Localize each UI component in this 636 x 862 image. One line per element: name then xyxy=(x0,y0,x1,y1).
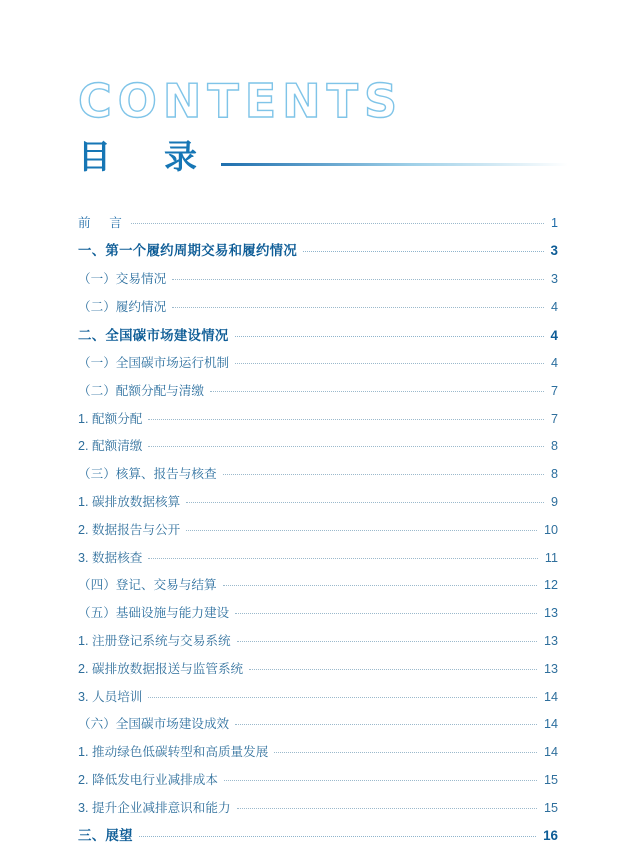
toc-leader-dots xyxy=(237,641,537,642)
toc-entry[interactable] xyxy=(78,237,558,266)
toc-leader-dots xyxy=(235,724,537,725)
toc-entry-page: 13 xyxy=(543,606,558,621)
toc-leader-dots xyxy=(249,669,537,670)
toc-leader-dots xyxy=(131,223,544,224)
toc-entry-page: 3 xyxy=(550,243,558,259)
toc-entry[interactable] xyxy=(78,377,558,405)
toc-entry-page: 4 xyxy=(550,356,558,371)
toc-entry-label: 前 言 xyxy=(78,215,125,230)
toc-leader-dots xyxy=(223,585,537,586)
toc-entry-label: 2. 配额清缴 xyxy=(78,439,143,454)
toc-entry-page: 4 xyxy=(550,327,558,343)
toc-entry[interactable] xyxy=(78,822,558,851)
toc-entry[interactable] xyxy=(78,794,558,822)
toc-leader-dots xyxy=(223,474,544,475)
toc-entry-page: 11 xyxy=(544,550,558,565)
toc-entry-label: 2. 降低发电行业减排成本 xyxy=(78,772,218,787)
toc-leader-dots xyxy=(237,808,537,809)
toc-leader-dots xyxy=(172,279,544,280)
toc-entry-page: 3 xyxy=(550,271,558,286)
toc-entry-label: 1. 配额分配 xyxy=(78,411,143,426)
page-title-row xyxy=(78,137,636,176)
toc-leader-dots xyxy=(210,391,544,392)
toc-leader-dots xyxy=(235,363,544,364)
toc-entry[interactable] xyxy=(78,572,558,600)
toc-entry-label: 3. 提升企业减排意识和能力 xyxy=(78,800,231,815)
toc-leader-dots xyxy=(186,502,544,503)
toc-leader-dots xyxy=(172,307,544,308)
toc-entry-label: 三、展望 xyxy=(78,828,133,844)
toc-entry-label: 1. 注册登记系统与交易系统 xyxy=(78,633,231,648)
page-title-english: CONTENTS xyxy=(78,74,404,128)
toc-entry-label: 2. 数据报告与公开 xyxy=(78,522,181,537)
toc-entry-page: 9 xyxy=(550,495,558,510)
toc-entry-page: 16 xyxy=(543,828,558,844)
toc-entry[interactable] xyxy=(78,265,558,293)
toc-entry-label: 3. 人员培训 xyxy=(78,689,143,704)
toc-entry-label: 1. 推动绿色低碳转型和高质量发展 xyxy=(78,745,269,760)
toc-entry-label: （二）履约情况 xyxy=(78,299,167,314)
toc-entry-label: 3. 数据核查 xyxy=(78,550,143,565)
title-divider xyxy=(221,163,568,166)
toc-entry-page: 8 xyxy=(550,439,558,454)
toc-entry[interactable] xyxy=(78,209,558,237)
toc-entry-page: 7 xyxy=(550,411,558,426)
toc-entry[interactable] xyxy=(78,627,558,655)
toc-leader-dots xyxy=(235,613,537,614)
toc-entry[interactable] xyxy=(78,516,558,544)
toc-entry[interactable] xyxy=(78,433,558,461)
toc-leader-dots xyxy=(139,836,536,837)
toc-entry-page: 10 xyxy=(543,522,558,537)
toc-entry-label: （一）交易情况 xyxy=(78,271,167,286)
toc-entry[interactable] xyxy=(78,488,558,516)
toc-entry-page: 14 xyxy=(543,689,558,704)
toc-entry[interactable] xyxy=(78,738,558,766)
toc-entry-page: 13 xyxy=(543,633,558,648)
toc-entry-label: （二）配额分配与清缴 xyxy=(78,383,204,398)
toc-entry-label: 1. 碳排放数据核算 xyxy=(78,495,181,510)
toc-entry[interactable] xyxy=(78,321,558,350)
toc-entry[interactable] xyxy=(78,350,558,378)
toc-entry-page: 15 xyxy=(543,800,558,815)
toc-leader-dots xyxy=(235,336,544,337)
toc-leader-dots xyxy=(148,446,544,447)
toc-entry[interactable] xyxy=(78,405,558,433)
toc-entry[interactable] xyxy=(78,711,558,739)
toc-leader-dots xyxy=(186,530,537,531)
page-title: 目 录 xyxy=(78,137,207,176)
toc-entry-label: （一）全国碳市场运行机制 xyxy=(78,356,230,371)
toc-entry-label: （四）登记、交易与结算 xyxy=(78,578,217,593)
toc-entry-label: （六）全国碳市场建设成效 xyxy=(78,717,230,732)
toc-entry-page: 1 xyxy=(550,215,558,230)
toc-entry-page: 14 xyxy=(543,745,558,760)
toc-leader-dots xyxy=(274,752,537,753)
toc-leader-dots xyxy=(148,697,537,698)
page-header xyxy=(0,0,636,176)
toc-entry[interactable] xyxy=(78,600,558,628)
toc-entry-label: 二、全国碳市场建设情况 xyxy=(78,327,229,343)
toc-entry[interactable] xyxy=(78,683,558,711)
toc-entry[interactable] xyxy=(78,655,558,683)
toc-leader-dots xyxy=(224,780,537,781)
table-of-contents xyxy=(78,209,558,850)
toc-entry-page: 4 xyxy=(550,299,558,314)
toc-entry[interactable] xyxy=(78,766,558,794)
toc-entry[interactable] xyxy=(78,544,558,572)
toc-entry-label: （五）基础设施与能力建设 xyxy=(78,606,230,621)
toc-entry-label: 一、第一个履约周期交易和履约情况 xyxy=(78,243,298,259)
toc-leader-dots xyxy=(148,558,538,559)
toc-entry[interactable] xyxy=(78,293,558,321)
toc-entry-page: 15 xyxy=(543,772,558,787)
toc-entry[interactable] xyxy=(78,461,558,489)
toc-entry-page: 13 xyxy=(543,661,558,676)
toc-entry-page: 8 xyxy=(550,467,558,482)
toc-leader-dots xyxy=(148,419,544,420)
toc-entry-page: 14 xyxy=(543,717,558,732)
toc-entry-label: （三）核算、报告与核查 xyxy=(78,467,217,482)
toc-entry-page: 7 xyxy=(550,383,558,398)
toc-entry-label: 2. 碳排放数据报送与监管系统 xyxy=(78,661,244,676)
toc-leader-dots xyxy=(303,251,543,252)
toc-entry-page: 12 xyxy=(543,578,558,593)
